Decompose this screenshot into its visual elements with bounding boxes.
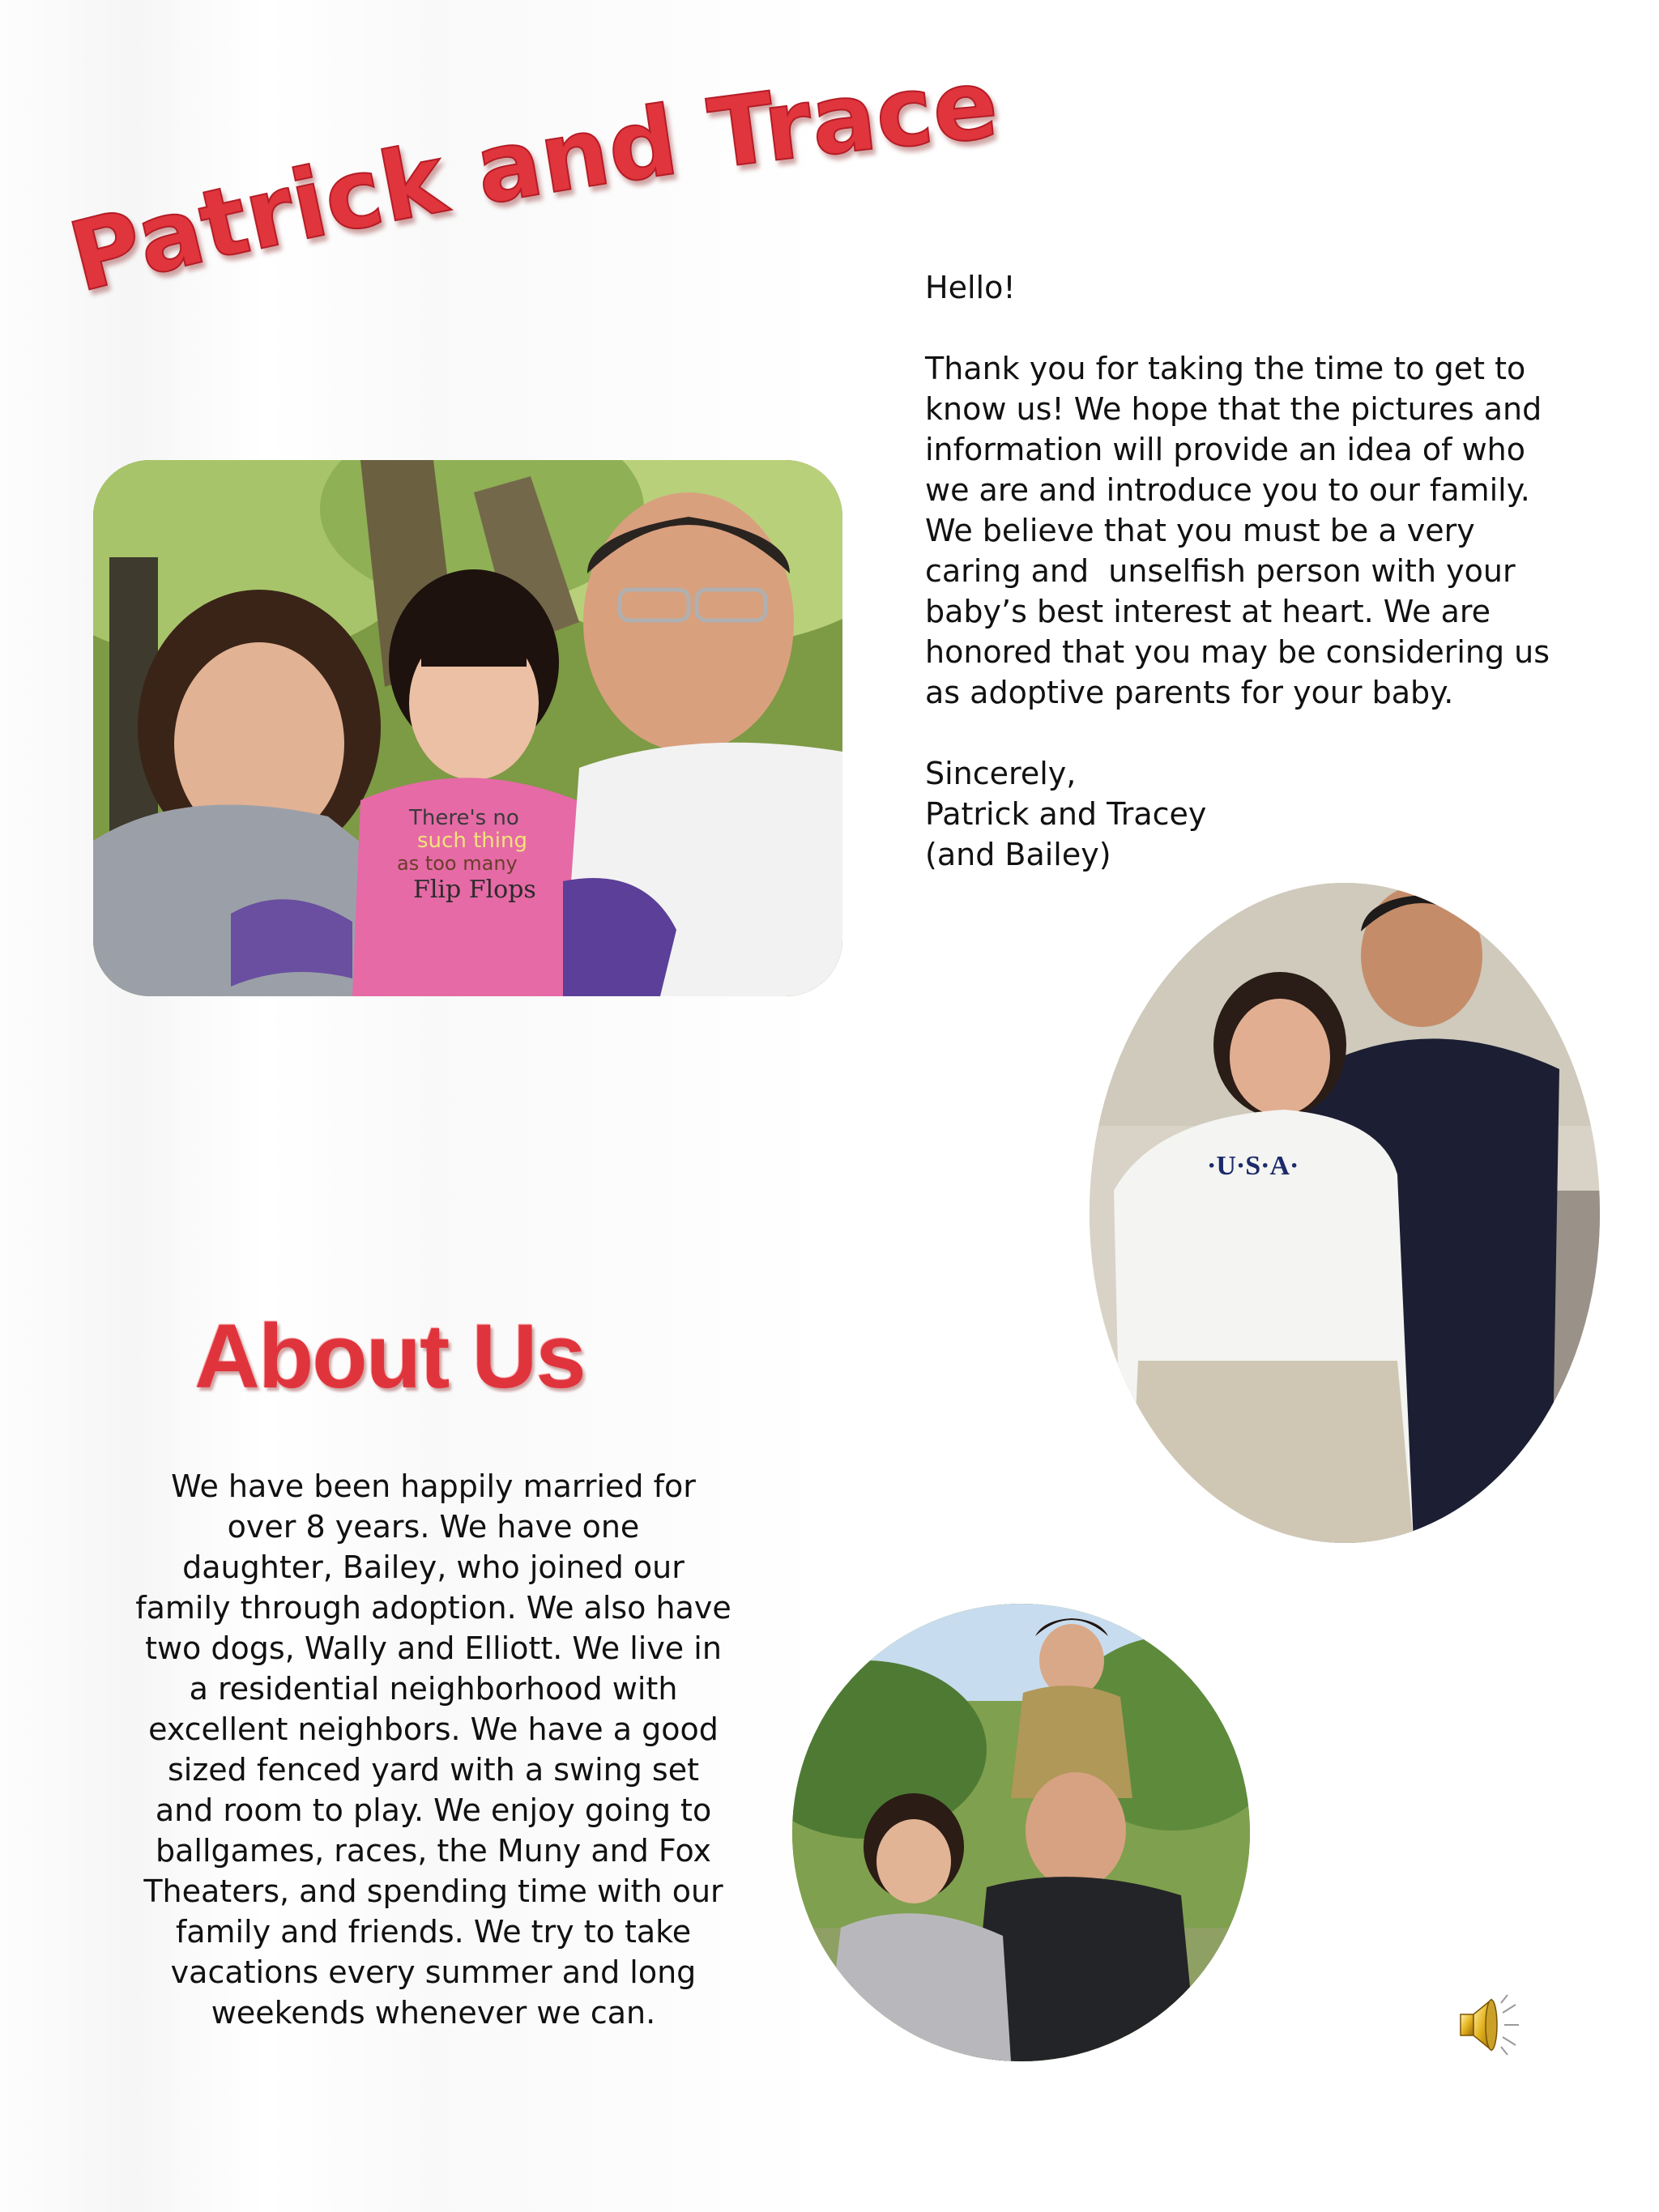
page-title	[33, 0, 1004, 332]
about-line: and room to play. We enjoy going to	[155, 1792, 712, 1828]
about-line: family and friends. We try to take	[175, 1914, 692, 1950]
about-line: excellent neighbors. We have a good	[148, 1711, 719, 1747]
about-line: sized fenced yard with a swing set	[168, 1752, 699, 1788]
about-heading: About Us	[194, 1306, 585, 1407]
letter-line: caring and unselfish person with your	[925, 553, 1516, 589]
letter-line: we are and introduce you to our family.	[925, 472, 1530, 508]
letter-line: honored that you may be considering us	[925, 634, 1550, 670]
about-line: ballgames, races, the Muny and Fox	[155, 1833, 712, 1869]
about-line: two dogs, Wally and Elliott. We live in	[145, 1630, 722, 1666]
about-line: family through adoption. We also have	[135, 1590, 731, 1626]
letter-signature-note: (and Bailey)	[925, 837, 1111, 872]
letter-signature: Patrick and Tracey	[925, 796, 1207, 832]
title-text: Patrick and Tracey	[33, 0, 1003, 314]
shirt-text: Flip Flops	[413, 876, 536, 904]
outdoor-family-photo	[792, 1604, 1250, 2061]
letter-line: as adoptive parents for your baby.	[925, 675, 1454, 710]
family-photo	[93, 460, 842, 996]
letter-greeting: Hello!	[925, 270, 1016, 305]
about-line: daughter, Bailey, who joined our	[182, 1549, 684, 1585]
shirt-text: such thing	[417, 829, 527, 853]
about-line: a residential neighborhood with	[189, 1671, 678, 1707]
shirt-text: There's no	[409, 806, 519, 830]
speaker-icon[interactable]	[1454, 1988, 1527, 2061]
letter-line: baby’s best interest at heart. We are	[925, 594, 1491, 629]
letter-line: Thank you for taking the time to get to	[925, 351, 1526, 386]
shirt-text: as too many	[397, 852, 518, 875]
shirt-text: ·U·S·A·	[1207, 1151, 1299, 1181]
about-line: We have been happily married for	[171, 1468, 696, 1504]
welcome-letter	[925, 267, 1573, 875]
about-line: weekends whenever we can.	[211, 1995, 656, 2031]
about-line: Theaters, and spending time with our	[143, 1873, 723, 1909]
about-text	[113, 1466, 753, 2033]
letter-line: know us! We hope that the pictures and	[925, 391, 1542, 427]
about-line: over 8 years. We have one	[227, 1509, 640, 1545]
letter-line: We believe that you must be a very	[925, 513, 1475, 548]
letter-closing: Sincerely,	[925, 756, 1077, 791]
letter-line: information will provide an idea of who	[925, 432, 1525, 467]
about-line: vacations every summer and long	[170, 1954, 697, 1990]
couple-photo	[1090, 883, 1600, 1543]
